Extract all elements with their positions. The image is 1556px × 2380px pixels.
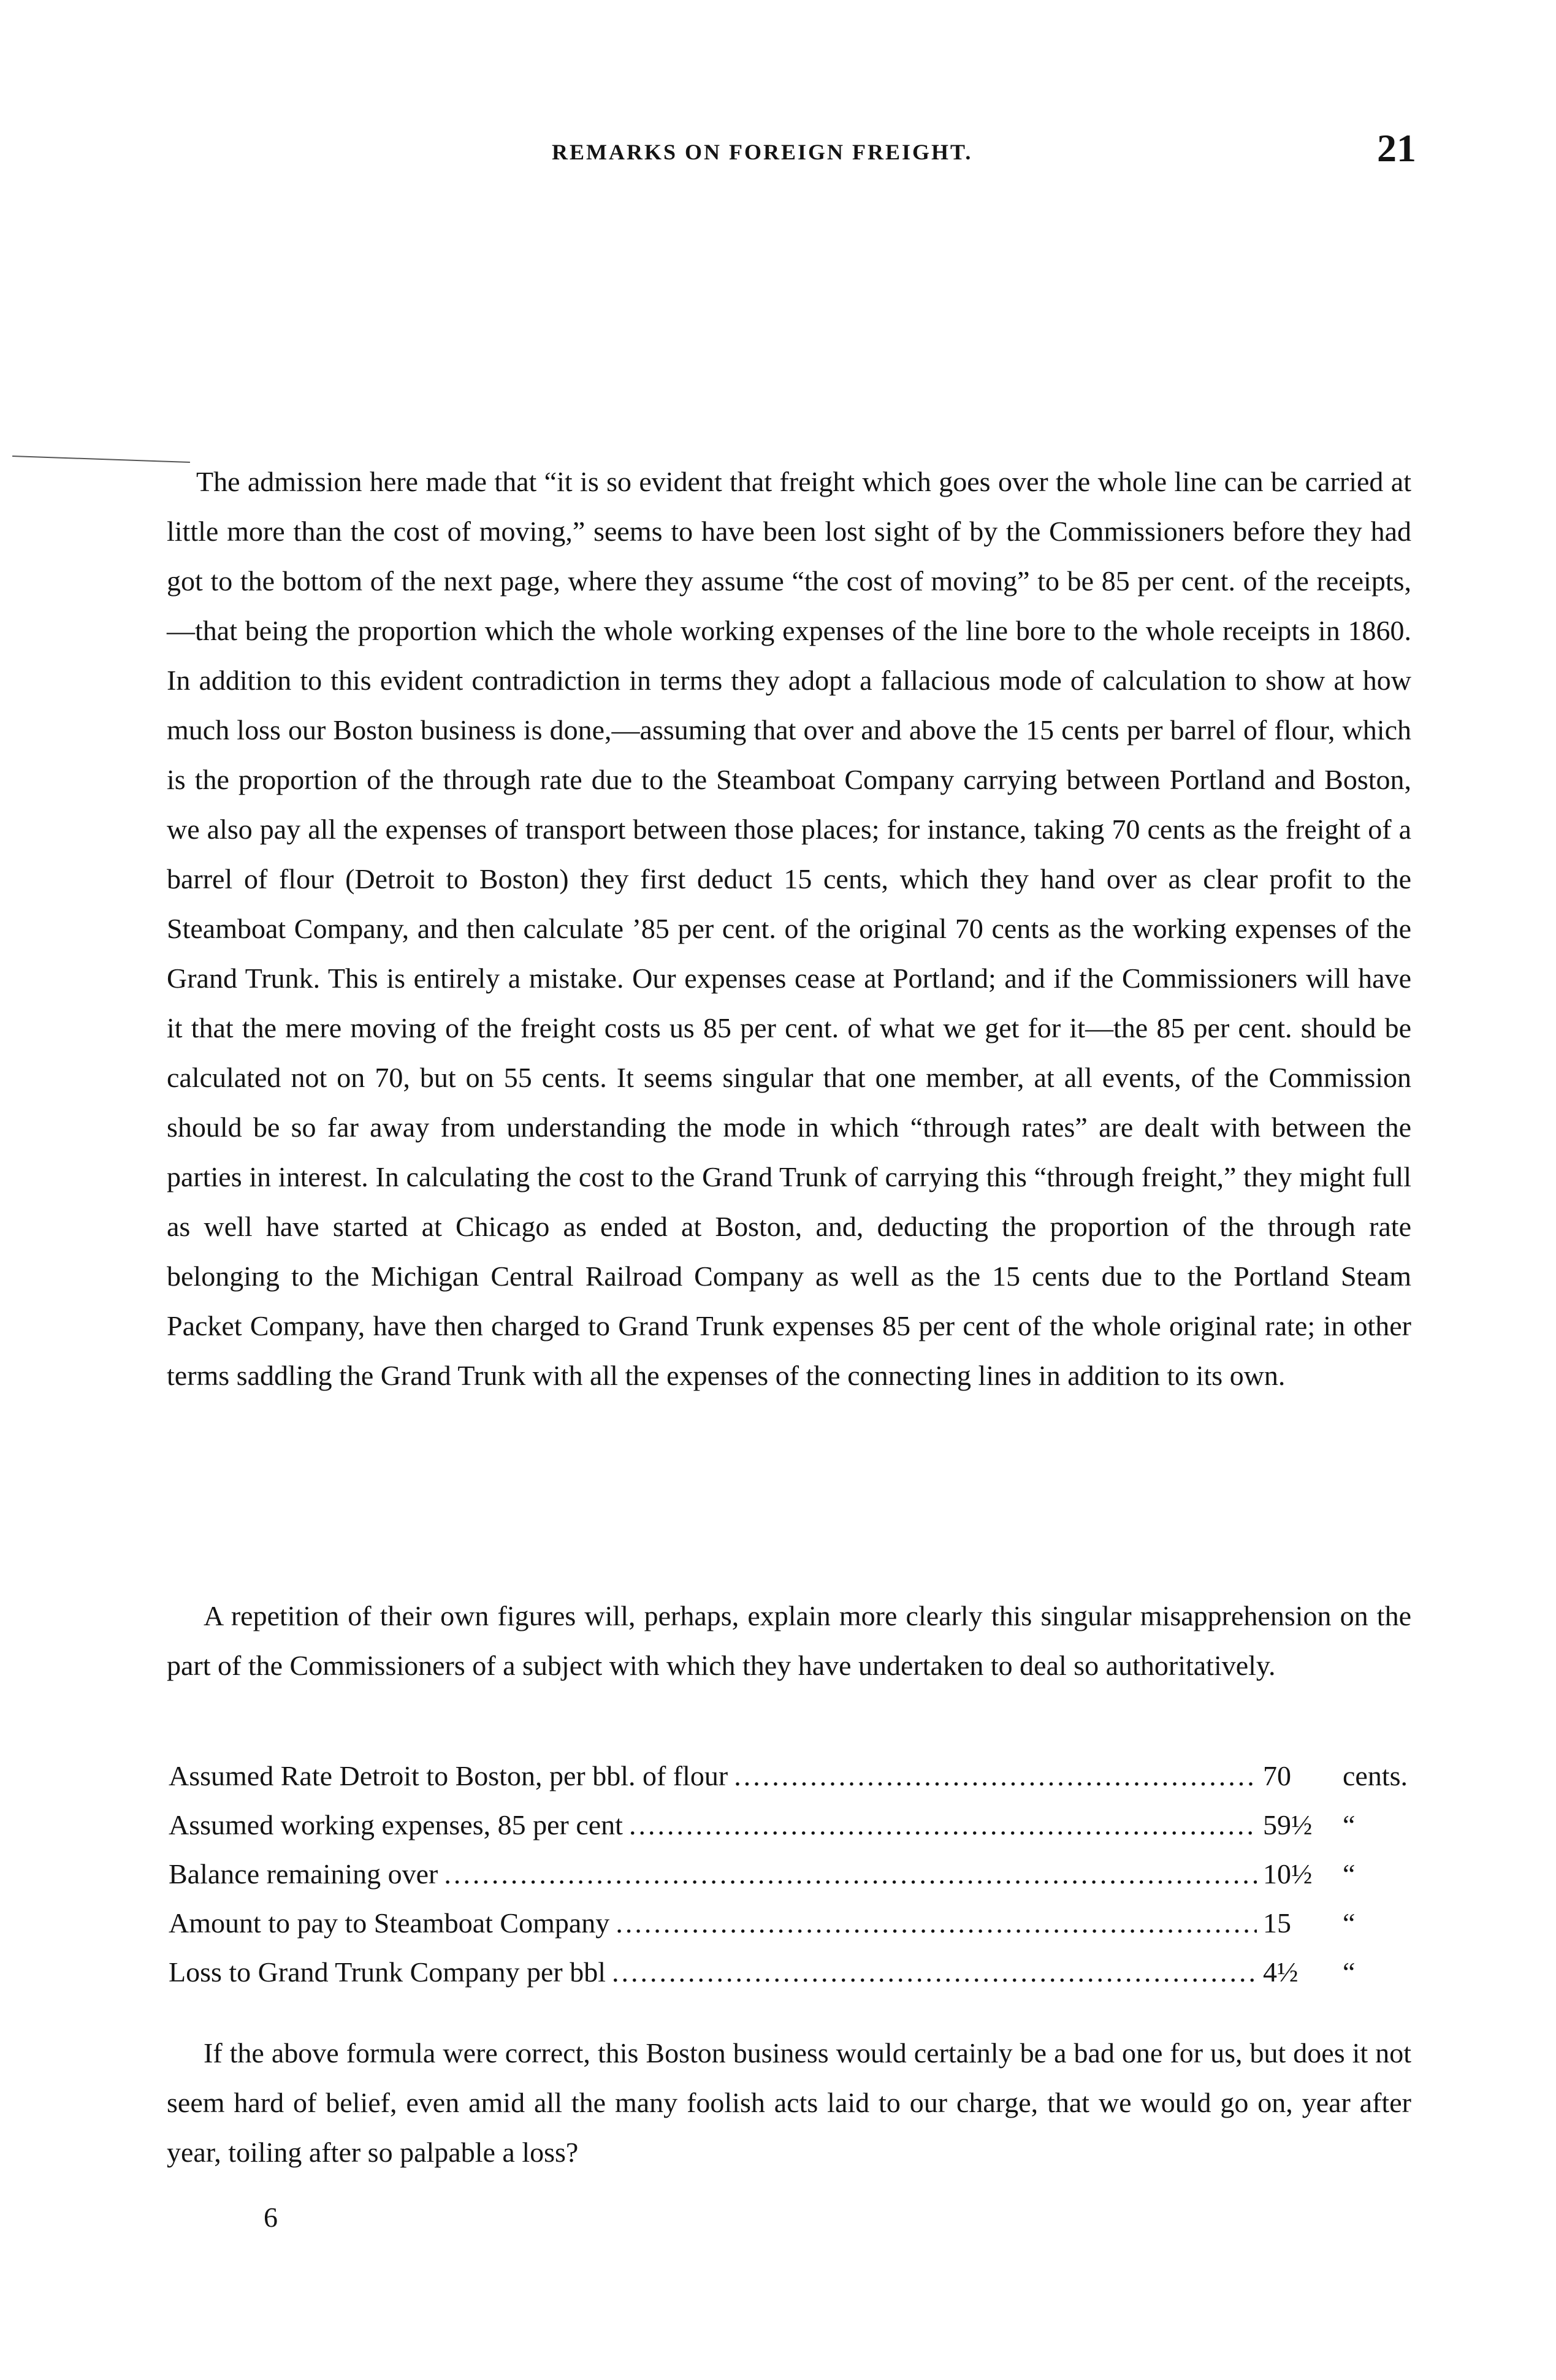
leader-dots [444,1858,1257,1890]
leader-dots [734,1760,1257,1792]
ledger-row [169,1907,1413,1956]
ledger-unit: cents. [1343,1760,1408,1791]
ledger-row [169,1760,1413,1809]
leader-dots [616,1907,1257,1939]
ledger-label: Amount to pay to Steamboat Company [169,1907,610,1939]
paragraph-3: If the above formula were correct, this Boston business would certainly be a bad one for us, but does it not seem hard of belief, even amid all the many foolish acts laid to our charge, that we would go on, year after year, toiling after so palpable a loss? [167,2037,1411,2168]
ledger-label: Balance remaining over [169,1858,438,1890]
ledger-row [169,1858,1413,1907]
ledger-unit: “ [1343,1858,1356,1890]
ledger-label: Assumed Rate Detroit to Boston, per bbl. of flour [169,1760,728,1791]
ledger-row [169,1956,1413,2005]
paragraph-1: The admission here made that “it is so evident that freight which goes over the whole line can be carried at little more than the cost of moving,” seems to have been lost sight of by the Commissioners before they had got to the bottom of the next page, where they assume “the cost of moving” to be 85 per cent. of the receipts,—that being the proportion which the whole working expenses of the line bore to the whole receipts in 1860. In addition to this evident contradiction in terms they adopt a fallacious mode of calculation to show at how much loss our Boston business is done,—assuming that over and above the 15 cents per barrel of flour, which is the proportion of the through rate due to the Steamboat Company carrying between Portland and Boston, we also pay all the expenses of transport between those places; for instance, taking 70 cents as the freight of a barrel of flour (Detroit to Boston) they first deduct 15 cents, which they hand over as clear profit to the Steamboat Company, and then calculate ’85 per cent. of the original 70 cents as the working expenses of the Grand Trunk. This is entirely a mistake. Our expenses cease at Portland; and if the Commissioners will have it that the mere moving of the freight costs us 85 per cent. of what we get for it—the 85 per cent. should be calculated not on 70, but on 55 cents. It seems singular that one member, at all events, of the Commission should be so far away from understanding the mode in which “through rates” are dealt with between the parties in interest. In calculating the cost to the Grand Trunk of carrying this “through freight,” they might full as well have started at Chicago as ended at Boston, and, deducting the proportion of the through rate belonging to the Michigan Central Railroad Company as well as the 15 cents due to the Portland Steam Packet Company, have then charged to Grand Trunk expenses 85 per cent of the whole original rate; in other terms saddling the Grand Trunk with all the expenses of the connecting lines in addition to its own. [167,466,1411,1391]
leader-dots [612,1956,1257,1988]
ledger-label: Loss to Grand Trunk Company per bbl [169,1956,606,1988]
ledger-amount: 70 [1263,1760,1291,1791]
ledger-label: Assumed working expenses, 85 per cent [169,1809,623,1840]
ledger-amount: 10½ [1263,1858,1313,1890]
ledger-row [169,1809,1413,1858]
ledger-unit: “ [1343,1907,1356,1939]
paragraph-2: A repetition of their own figures will, perhaps, explain more clearly this singular misapprehension on the part of the Commissioners of a subject with which they have undertaken to deal so authoritatively. [167,1600,1411,1681]
ledger-amount: 15 [1263,1907,1291,1939]
ledger-amount: 59½ [1263,1809,1313,1840]
signature-mark: 6 [264,2202,278,2233]
margin-rule [12,456,190,463]
leader-dots [629,1809,1257,1841]
ledger-amount: 4½ [1263,1956,1299,1988]
running-head [166,126,1416,175]
running-title: REMARKS ON FOREIGN FREIGHT. [552,140,973,164]
page-number: 21 [1377,126,1416,170]
ledger-unit: “ [1343,1956,1356,1988]
ledger-table [169,1760,1413,2005]
ledger-unit: “ [1343,1809,1356,1840]
